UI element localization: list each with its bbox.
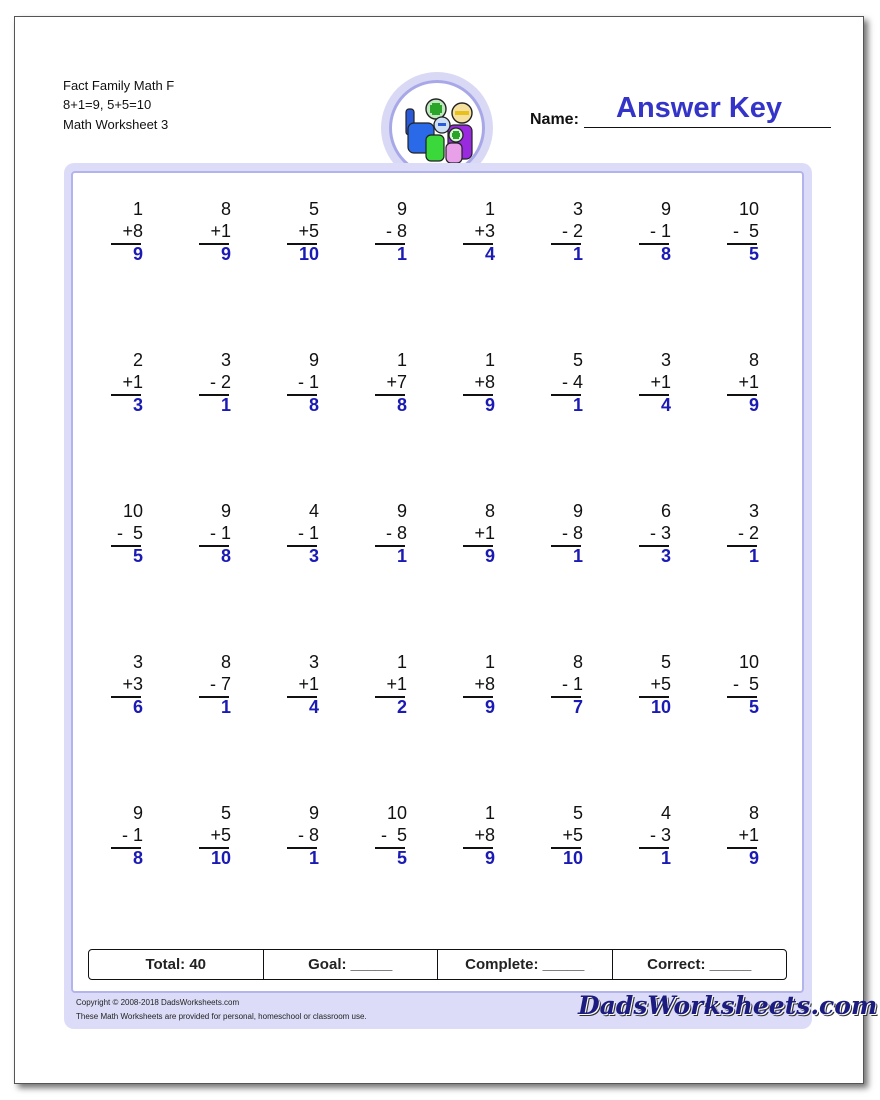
problem-answer[interactable]: 1 xyxy=(220,395,231,415)
problem-answer[interactable]: 1 xyxy=(308,848,319,868)
problem-operator-number: - 8 xyxy=(385,523,407,543)
problem-operator-number: +1 xyxy=(298,674,319,694)
problem-operator-number: +8 xyxy=(122,221,143,241)
problem-answer[interactable]: 9 xyxy=(220,244,231,264)
problem-answer[interactable]: 3 xyxy=(308,546,319,566)
problem-answer[interactable]: 5 xyxy=(748,244,759,264)
problem-top-number: 8 xyxy=(220,652,231,672)
problem-operator-number: - 1 xyxy=(121,825,143,845)
dadsworksheets-logo: DadsWorksheets.com xyxy=(578,991,878,1020)
problem-answer[interactable]: 1 xyxy=(572,395,583,415)
problem-answer[interactable]: 9 xyxy=(484,546,495,566)
problem-top-number: 1 xyxy=(396,652,407,672)
problem-top-number: 1 xyxy=(484,350,495,370)
problem-answer[interactable]: 4 xyxy=(308,697,319,717)
problem-answer[interactable]: 8 xyxy=(660,244,671,264)
problem-operator-number: +5 xyxy=(298,221,319,241)
problem-top-number: 10 xyxy=(386,803,407,823)
problem-top-number: 6 xyxy=(660,501,671,521)
problem-answer[interactable]: 8 xyxy=(220,546,231,566)
problems-frame xyxy=(64,163,812,1029)
problem-top-number: 1 xyxy=(484,199,495,219)
problem-top-number: 1 xyxy=(396,350,407,370)
problem-answer[interactable]: 10 xyxy=(210,848,231,868)
problem-top-number: 3 xyxy=(132,652,143,672)
problem-operator-number: +1 xyxy=(738,372,759,392)
problem-top-number: 5 xyxy=(572,803,583,823)
problem-top-number: 8 xyxy=(748,803,759,823)
problem-operator-number: +5 xyxy=(650,674,671,694)
total-cell: Total: 40 xyxy=(89,950,264,979)
problem-operator-number: - 8 xyxy=(297,825,319,845)
problem-operator-number: +5 xyxy=(562,825,583,845)
problem-top-number: 5 xyxy=(572,350,583,370)
worksheet-number: Math Worksheet 3 xyxy=(63,117,169,132)
problem-answer[interactable]: 9 xyxy=(132,244,143,264)
problem-answer[interactable]: 4 xyxy=(660,395,671,415)
problem-answer[interactable]: 1 xyxy=(572,546,583,566)
problem-answer[interactable]: 2 xyxy=(396,697,407,717)
problem-answer[interactable]: 9 xyxy=(484,848,495,868)
problem-answer[interactable]: 9 xyxy=(748,395,759,415)
problem-top-number: 8 xyxy=(484,501,495,521)
goal-cell[interactable]: Goal: _____ xyxy=(264,950,439,979)
problem-answer[interactable]: 9 xyxy=(484,395,495,415)
problem-operator-number: +8 xyxy=(474,825,495,845)
problem-top-number: 9 xyxy=(396,501,407,521)
problem-answer[interactable]: 6 xyxy=(132,697,143,717)
problem-operator-number: - 1 xyxy=(209,523,231,543)
problem-top-number: 5 xyxy=(220,803,231,823)
name-label: Name: xyxy=(530,111,579,128)
worksheet-title: Fact Family Math F xyxy=(63,78,175,93)
problem-answer[interactable]: 10 xyxy=(562,848,583,868)
fact-family-people-icon xyxy=(392,83,482,173)
problem-operator-number: +3 xyxy=(474,221,495,241)
problem-operator-number: +1 xyxy=(210,221,231,241)
problem-top-number: 8 xyxy=(748,350,759,370)
problem-operator-number: - 1 xyxy=(561,674,583,694)
problem-answer[interactable]: 8 xyxy=(396,395,407,415)
problem-answer[interactable]: 3 xyxy=(660,546,671,566)
usage-notice: These Math Worksheets are provided for personal, homeschool or classroom use. xyxy=(76,1012,367,1021)
score-table xyxy=(88,949,787,980)
problem-answer[interactable]: 7 xyxy=(572,697,583,717)
problem-top-number: 1 xyxy=(484,652,495,672)
problem-answer[interactable]: 1 xyxy=(572,244,583,264)
problem-operator-number: - 8 xyxy=(385,221,407,241)
problem-operator-number: - 3 xyxy=(649,523,671,543)
problem-top-number: 3 xyxy=(748,501,759,521)
problem-operator-number: +1 xyxy=(650,372,671,392)
problem-top-number: 9 xyxy=(220,501,231,521)
problem-answer[interactable]: 8 xyxy=(132,848,143,868)
problem-top-number: 3 xyxy=(660,350,671,370)
problem-operator-number: - 2 xyxy=(737,523,759,543)
problem-operator-number: +7 xyxy=(386,372,407,392)
problem-top-number: 4 xyxy=(660,803,671,823)
problem-answer[interactable]: 1 xyxy=(396,546,407,566)
problem-top-number: 4 xyxy=(308,501,319,521)
problem-operator-number: - 2 xyxy=(209,372,231,392)
problem-top-number: 3 xyxy=(572,199,583,219)
problem-top-number: 9 xyxy=(572,501,583,521)
problem-operator-number: +1 xyxy=(122,372,143,392)
problems-panel xyxy=(71,171,804,993)
problem-operator-number: - 1 xyxy=(297,523,319,543)
problem-top-number: 9 xyxy=(308,803,319,823)
problem-answer[interactable]: 1 xyxy=(396,244,407,264)
complete-cell[interactable]: Complete: _____ xyxy=(438,950,613,979)
problem-operator-number: +5 xyxy=(210,825,231,845)
problem-operator-number: +1 xyxy=(386,674,407,694)
fact-family-facts: 8+1=9, 5+5=10 xyxy=(63,97,152,112)
problem-top-number: 8 xyxy=(220,199,231,219)
problem-operator-number: - 5 xyxy=(116,523,143,543)
problem-top-number: 5 xyxy=(660,652,671,672)
problem-top-number: 9 xyxy=(308,350,319,370)
problem-operator-number: - 5 xyxy=(380,825,407,845)
problem-top-number: 5 xyxy=(308,199,319,219)
problem-top-number: 9 xyxy=(132,803,143,823)
problem-answer[interactable]: 8 xyxy=(308,395,319,415)
problem-operator-number: - 7 xyxy=(209,674,231,694)
problem-operator-number: - 1 xyxy=(649,221,671,241)
answer-key-label: Answer Key xyxy=(616,92,783,124)
problem-operator-number: - 5 xyxy=(732,221,759,241)
problem-answer[interactable]: 5 xyxy=(396,848,407,868)
problem-top-number: 1 xyxy=(132,199,143,219)
problem-top-number: 3 xyxy=(308,652,319,672)
problem-top-number: 3 xyxy=(220,350,231,370)
problem-operator-number: +1 xyxy=(474,523,495,543)
problem-answer[interactable]: 5 xyxy=(748,697,759,717)
problem-answer[interactable]: 10 xyxy=(650,697,671,717)
problem-operator-number: - 3 xyxy=(649,825,671,845)
problem-top-number: 8 xyxy=(572,652,583,672)
problem-answer[interactable]: 1 xyxy=(748,546,759,566)
problem-operator-number: - 8 xyxy=(561,523,583,543)
copyright-text: Copyright © 2008-2018 DadsWorksheets.com xyxy=(76,998,240,1007)
problem-operator-number: - 2 xyxy=(561,221,583,241)
problem-operator-number: - 4 xyxy=(561,372,583,392)
problem-operator-number: +1 xyxy=(738,825,759,845)
problem-answer[interactable]: 4 xyxy=(484,244,495,264)
problem-answer[interactable]: 10 xyxy=(298,244,319,264)
problem-answer[interactable]: 1 xyxy=(660,848,671,868)
problem-answer[interactable]: 9 xyxy=(484,697,495,717)
problem-top-number: 9 xyxy=(660,199,671,219)
problem-top-number: 9 xyxy=(396,199,407,219)
problem-top-number: 10 xyxy=(122,501,143,521)
problem-operator-number: +8 xyxy=(474,372,495,392)
problem-operator-number: +8 xyxy=(474,674,495,694)
problem-answer[interactable]: 5 xyxy=(132,546,143,566)
name-field[interactable] xyxy=(584,127,831,128)
problem-answer[interactable]: 1 xyxy=(220,697,231,717)
problem-top-number: 10 xyxy=(738,199,759,219)
problem-operator-number: - 1 xyxy=(297,372,319,392)
problem-answer[interactable]: 3 xyxy=(132,395,143,415)
correct-cell[interactable]: Correct: _____ xyxy=(647,956,752,973)
problem-top-number: 2 xyxy=(132,350,143,370)
problem-operator-number: - 5 xyxy=(732,674,759,694)
problem-top-number: 1 xyxy=(484,803,495,823)
problem-operator-number: +3 xyxy=(122,674,143,694)
problem-top-number: 10 xyxy=(738,652,759,672)
problem-answer[interactable]: 9 xyxy=(748,848,759,868)
